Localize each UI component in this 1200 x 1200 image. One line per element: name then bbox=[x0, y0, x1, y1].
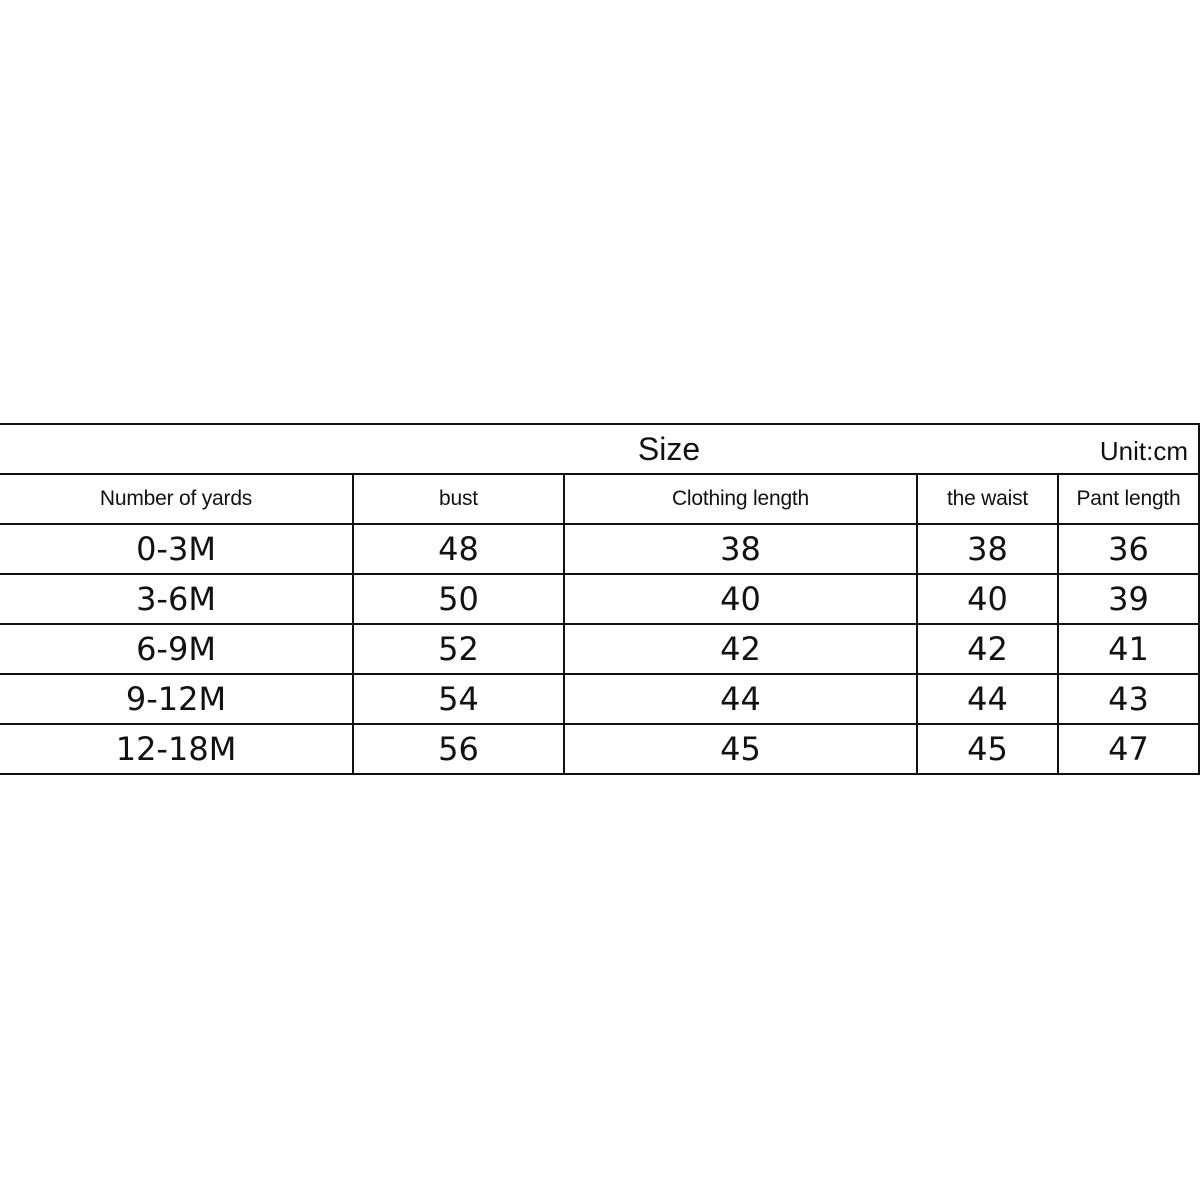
header-row bbox=[0, 474, 1199, 524]
table-row bbox=[0, 674, 1199, 724]
size-cell: 9-12M bbox=[0, 674, 353, 724]
header-cell: the waist bbox=[917, 474, 1058, 524]
size-cell: 12-18M bbox=[0, 724, 353, 774]
pant-length-cell: 43 bbox=[1058, 674, 1199, 724]
table-title: Size bbox=[637, 431, 701, 467]
pant-length-cell: 47 bbox=[1058, 724, 1199, 774]
pant-length-cell: 39 bbox=[1058, 574, 1199, 624]
waist-cell: 38 bbox=[917, 524, 1058, 574]
table-row bbox=[0, 524, 1199, 574]
waist-cell: 40 bbox=[917, 574, 1058, 624]
bust-cell: 52 bbox=[353, 624, 564, 674]
unit-label: Unit:cm bbox=[1099, 436, 1189, 466]
bust-cell: 54 bbox=[353, 674, 564, 724]
clothing-length-cell: 40 bbox=[564, 574, 917, 624]
size-chart-table bbox=[0, 423, 1200, 775]
waist-cell: 42 bbox=[917, 624, 1058, 674]
clothing-length-cell: 44 bbox=[564, 674, 917, 724]
clothing-length-cell: 38 bbox=[564, 524, 917, 574]
size-cell: 0-3M bbox=[0, 524, 353, 574]
table-row bbox=[0, 574, 1199, 624]
waist-cell: 44 bbox=[917, 674, 1058, 724]
clothing-length-cell: 45 bbox=[564, 724, 917, 774]
size-cell: 6-9M bbox=[0, 624, 353, 674]
bust-cell: 56 bbox=[353, 724, 564, 774]
pant-length-cell: 41 bbox=[1058, 624, 1199, 674]
header-cell: bust bbox=[353, 474, 564, 524]
waist-cell: 45 bbox=[917, 724, 1058, 774]
table-row bbox=[0, 724, 1199, 774]
bust-cell: 48 bbox=[353, 524, 564, 574]
bust-cell: 50 bbox=[353, 574, 564, 624]
clothing-length-cell: 42 bbox=[564, 624, 917, 674]
header-cell: Number of yards bbox=[0, 474, 353, 524]
header-cell: Pant length bbox=[1058, 474, 1199, 524]
size-cell: 3-6M bbox=[0, 574, 353, 624]
table-row bbox=[0, 624, 1199, 674]
pant-length-cell: 36 bbox=[1058, 524, 1199, 574]
title-row bbox=[0, 424, 1199, 474]
title-cell bbox=[0, 424, 1199, 474]
header-cell: Clothing length bbox=[564, 474, 917, 524]
